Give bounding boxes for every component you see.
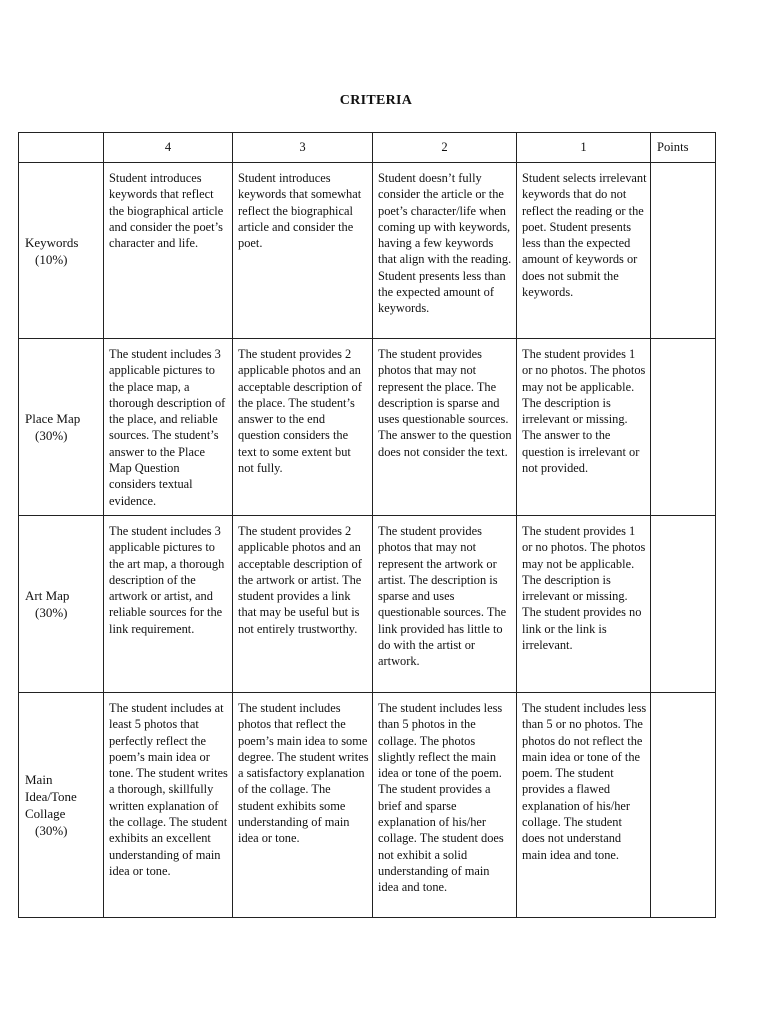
criterion-name: Main Idea/Tone Collage [25, 772, 77, 821]
descriptor-score-4: The student includes at least 5 photos that perfectly reflect the poem’s main idea or tone. The student writes a thorough, skillfully written explanation of the collage. The student exhibits an excellent understanding of main idea or tone. [104, 693, 233, 918]
criterion-cell [19, 516, 104, 693]
criterion-cell [19, 693, 104, 918]
descriptor-score-2: The student provides photos that may not represent the artwork or artist. The description is sparse and uses questionable sources. The link provided has little to do with the artist or artwork. [373, 516, 517, 693]
descriptor-score-1: The student includes less than 5 or no photos. The photos do not reflect the main idea or tone of the poem. The student provides a flawed explanation of his/her collage. The student does not understand main idea and tone. [517, 693, 651, 918]
header-score-2: 2 [373, 133, 517, 163]
points-cell[interactable] [651, 339, 716, 516]
descriptor-score-3: Student introduces keywords that somewhat reflect the biographical article and consider the poet. [233, 163, 373, 339]
descriptor-score-3: The student includes photos that reflect the poem’s main idea to some degree. The student writes a satisfactory explanation of the collage. The student exhibits some understanding of main idea or tone. [233, 693, 373, 918]
header-score-3: 3 [233, 133, 373, 163]
points-cell[interactable] [651, 693, 716, 918]
descriptor-score-4: The student includes 3 applicable pictures to the art map, a thorough description of the artwork or artist, and reliable sources for the link requirement. [104, 516, 233, 693]
descriptor-score-3: The student provides 2 applicable photos and an acceptable description of the artwork or artist. The student provides a link that may be useful but is not entirely trustworthy. [233, 516, 373, 693]
criterion-name: Place Map [25, 411, 81, 426]
criterion-weight: (10%) [35, 251, 68, 267]
page-title: CRITERIA [339, 93, 413, 108]
rubric-row-place-map [19, 339, 716, 516]
descriptor-score-3: The student provides 2 applicable photos and an acceptable description of the place. The student’s answer to the end question considers the text to some extent but not fully. [233, 339, 373, 516]
descriptor-score-2: The student includes less than 5 photos in the collage. The photos slightly reflect the main idea or tone of the poem. The student provides a brief and sparse explanation of his/her collage. The student does not exhibit a solid understanding of main idea and tone. [373, 693, 517, 918]
criterion-cell [19, 163, 104, 339]
criterion-cell [19, 339, 104, 516]
descriptor-score-1: Student selects irrelevant keywords that do not reflect the reading or the poet. Student presents less than the expected amount of keywords or does not submit the keywords. [517, 163, 651, 339]
descriptor-score-2: The student provides photos that may not represent the place. The description is sparse and uses questionable sources. The answer to the question does not consider the text. [373, 339, 517, 516]
descriptor-score-4: Student introduces keywords that reflect the biographical article and consider the poet’s character and life. [104, 163, 233, 339]
descriptor-score-4: The student includes 3 applicable pictures to the place map, a thorough description of the place, and reliable sources. The student’s answer to the Place Map Question considers textual evidence. [104, 339, 233, 516]
rubric-row-art-map [19, 516, 716, 693]
header-points: Points [651, 133, 716, 163]
descriptor-score-2: Student doesn’t fully consider the article or the poet’s character/life when coming up with keywords, having a few keywords that align with the reading. Student presents less than the expected amount of keywords. [373, 163, 517, 339]
descriptor-score-1: The student provides 1 or no photos. The photos may not be applicable. The description is irrelevant or missing. The student provides no link or the link is irrelevant. [517, 516, 651, 693]
criterion-weight: (30%) [35, 823, 68, 838]
criterion-name: Art Map [25, 588, 70, 603]
header-score-1: 1 [517, 133, 651, 163]
criterion-weight: (30%) [35, 605, 68, 620]
header-row [19, 133, 716, 163]
header-score-4: 4 [104, 133, 233, 163]
points-cell[interactable] [651, 516, 716, 693]
descriptor-score-1: The student provides 1 or no photos. The photos may not be applicable. The description is irrelevant or missing. The answer to the question is irrelevant or not provided. [517, 339, 651, 516]
header-criteria-blank [19, 133, 104, 163]
rubric-row-main-idea-tone-collage [19, 693, 716, 918]
rubric-row-keywords [19, 163, 716, 339]
criterion-weight: (30%) [35, 428, 68, 443]
rubric-table [18, 132, 716, 918]
points-cell[interactable] [651, 163, 716, 339]
criterion-name: Keywords [25, 234, 79, 250]
